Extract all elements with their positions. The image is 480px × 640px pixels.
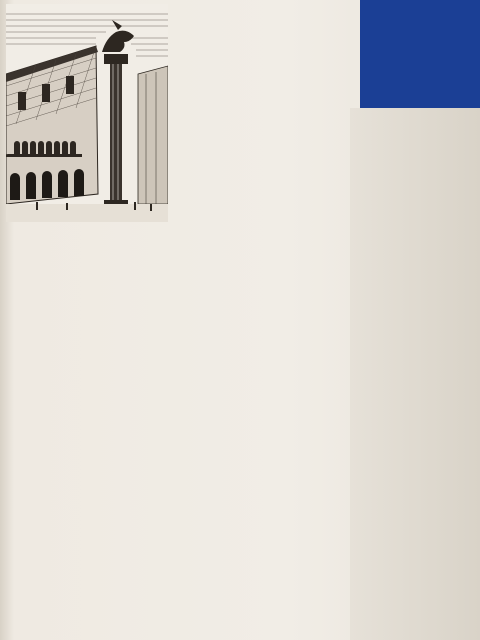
- page-edge-shadow: [350, 108, 480, 640]
- blue-edge-band: [360, 0, 480, 108]
- doges-palace-drawing-icon: [6, 4, 168, 222]
- doges-palace-illustration: [6, 4, 168, 222]
